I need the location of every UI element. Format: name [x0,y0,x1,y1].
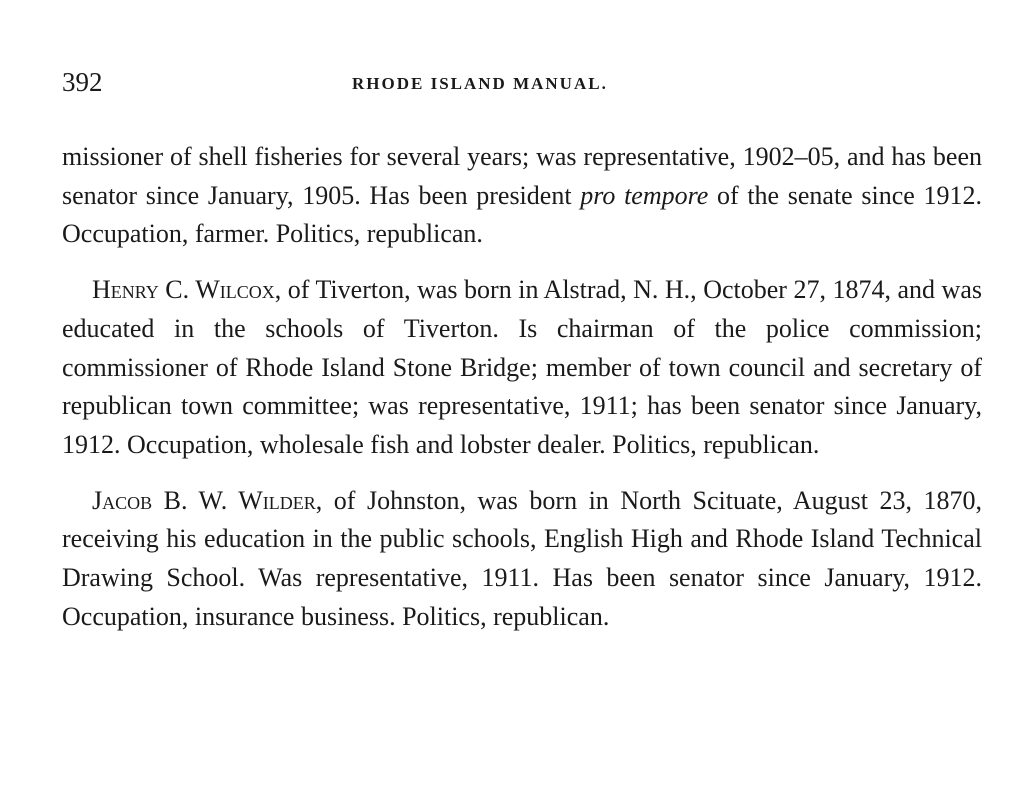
paragraph-text: missioner of shell fisheries for several years; was representative, 1902–05, and has been senator since January, 1905. Has been president [62,142,982,210]
person-name: Henry C. Wilcox [92,275,275,305]
running-head: RHODE ISLAND MANUAL. [352,74,608,93]
page-number: 392 [62,67,103,97]
body-text [62,138,982,636]
biography-wilcox [62,271,982,465]
paragraph-text: , of Johnston, was born in North Scituate, August 23, 1870, receiving his education in the public schools, English High and Rhode Island Technical Drawing School. Was representative, 1911. Has been senator since January, 1912. Occupation, insurance business. Politics, republican. [62,485,983,631]
italic-phrase: pro tempore [580,180,709,210]
paragraph-text: of the senate since 1912. Occupation, farmer. Politics, republican. [62,180,983,249]
paragraph-continuation [62,138,982,254]
paragraph-text: , of Tiverton, was born in Alstrad, N. H., October 27, 1874, and was educated in the schools of Tiverton. Is chairman of the police commission; commissioner of Rhode Island Stone Bridge; member of town council and secretary of republican town committee; was representative, 1911; has been senator since January, 1912. Occupation, wholesale fish and lobster dealer. Politics, republican. [62,275,982,459]
page-header [62,62,982,102]
biography-wilder [62,482,982,637]
person-name: Jacob B. W. Wilder [92,485,316,515]
